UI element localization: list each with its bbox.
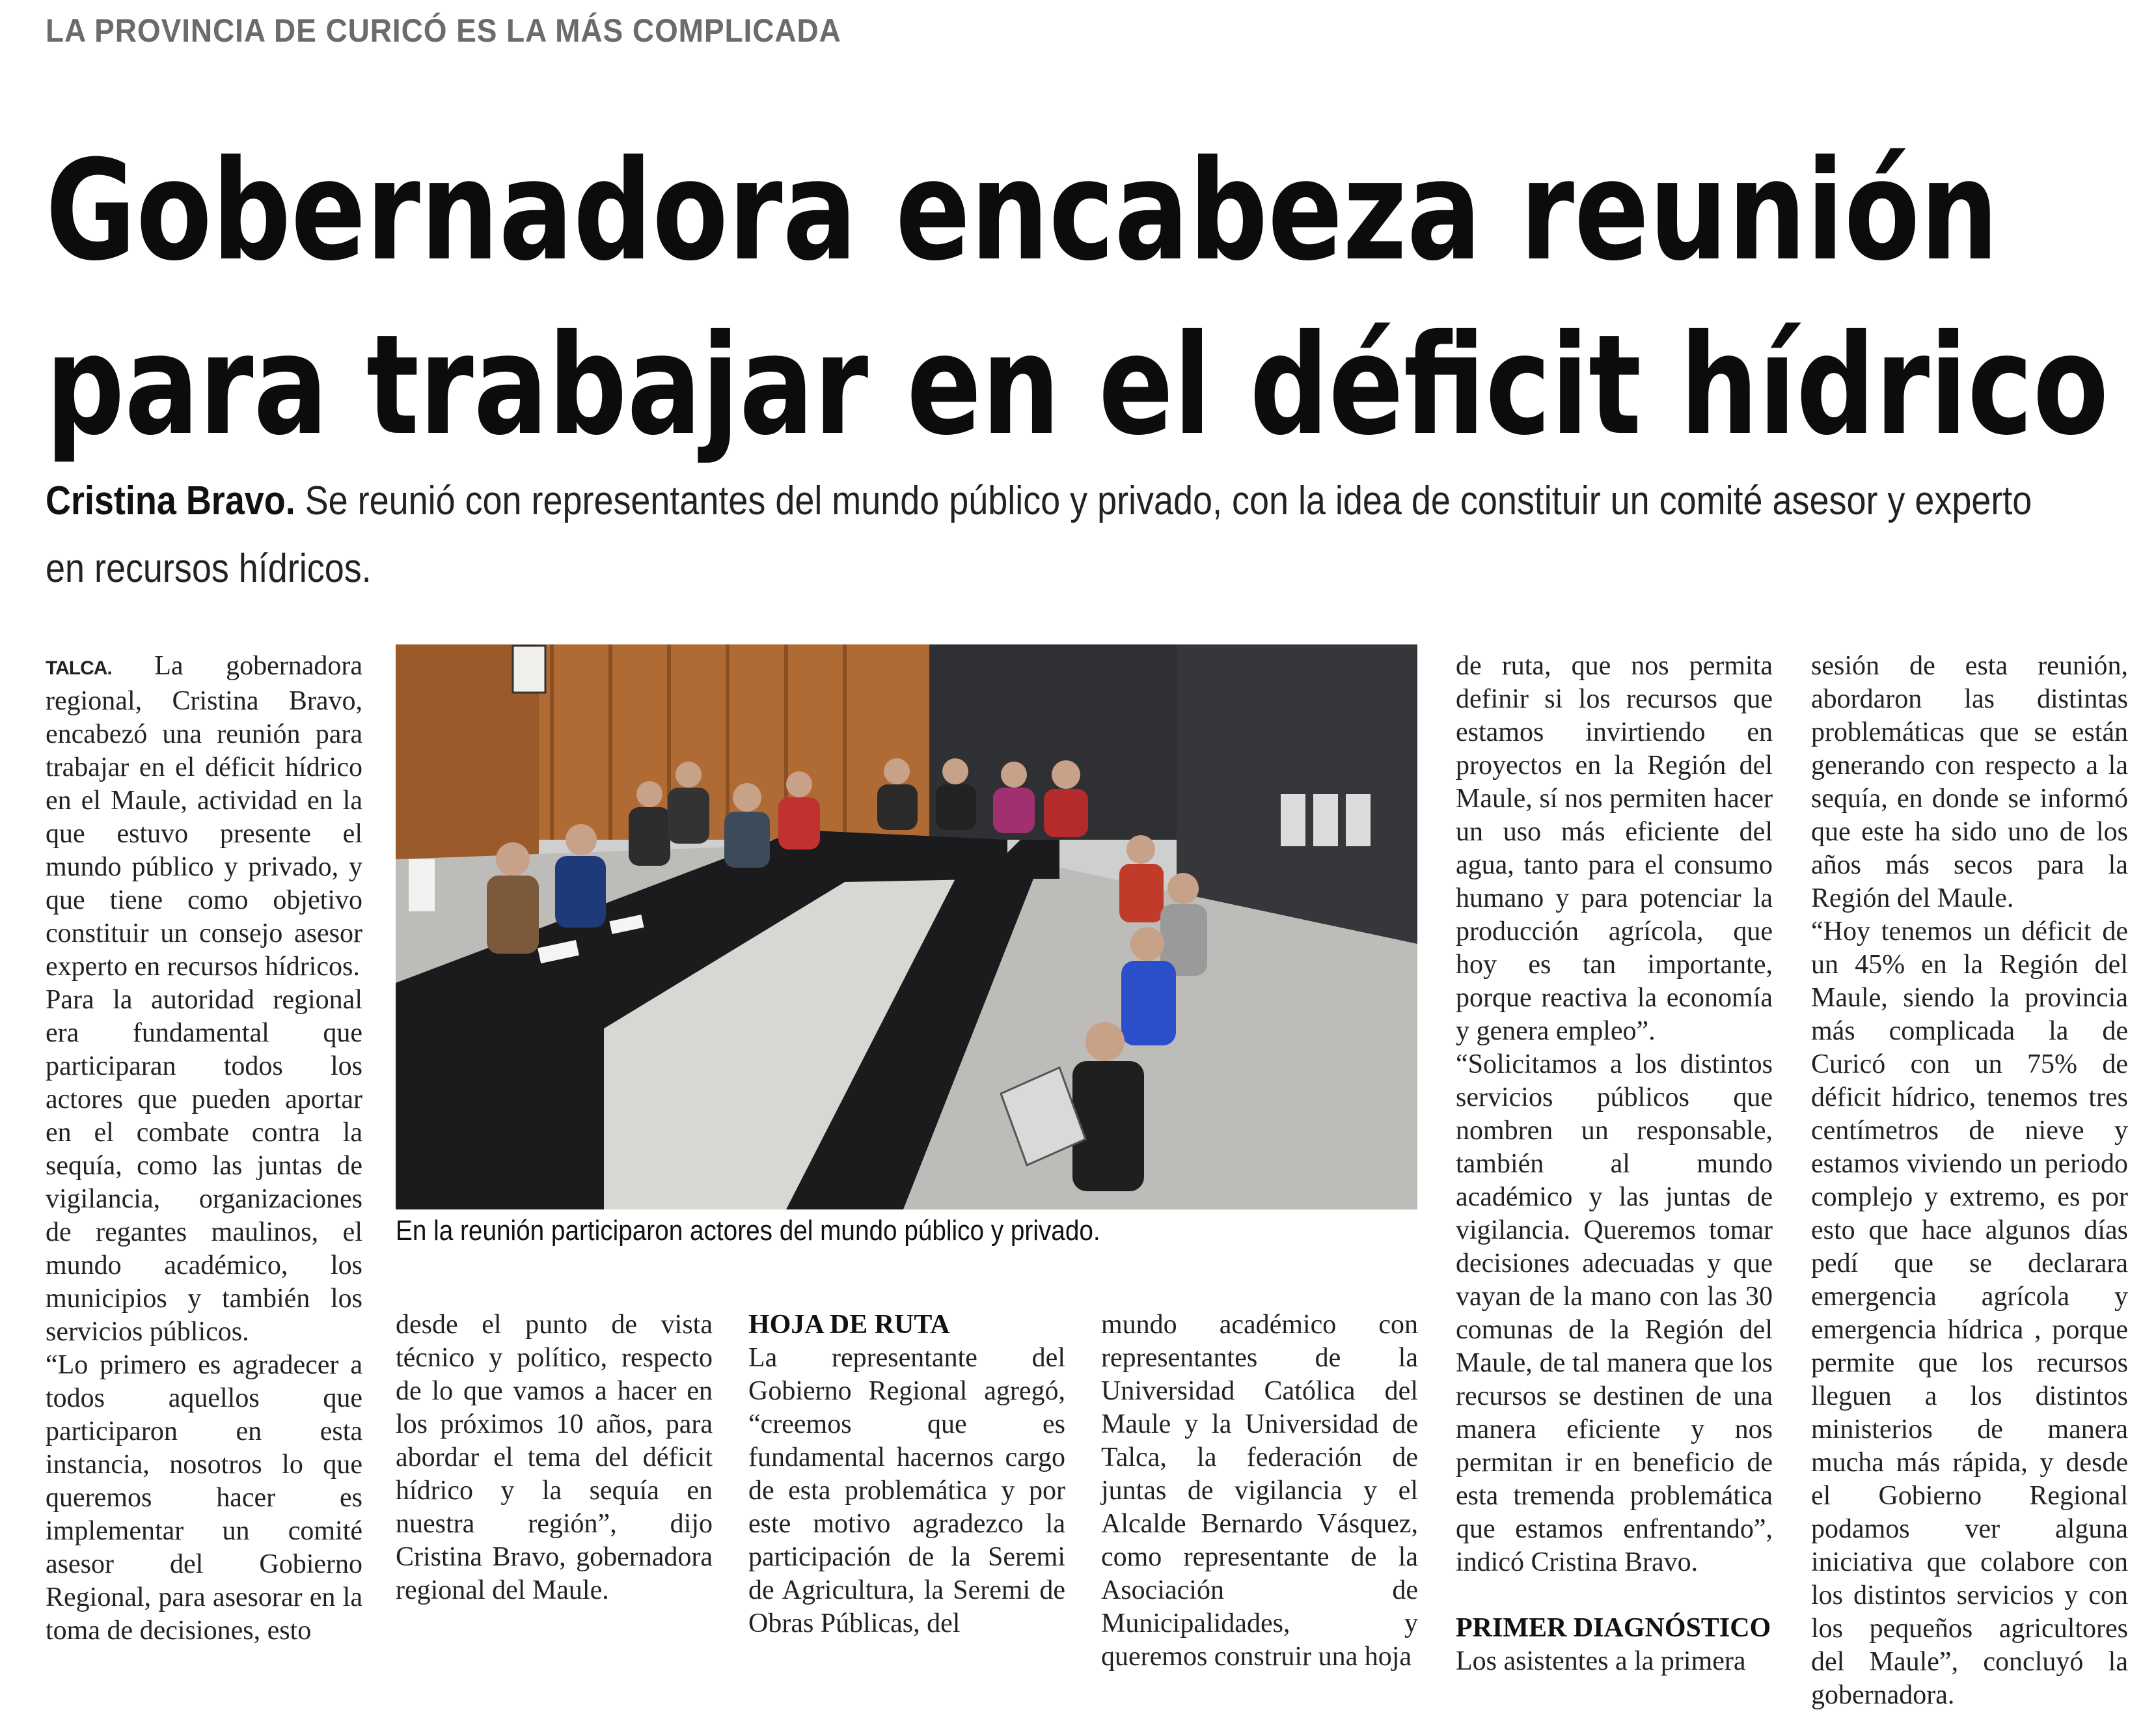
subhead-primer-diagnostico: PRIMER DIAGNÓSTICO (1456, 1613, 1771, 1643)
photo-caption: En la reunión participaron actores del mundo público y privado. (396, 1215, 1100, 1247)
headline-line-2: para trabajar en el déficit hídrico (46, 305, 2109, 465)
article-headline (46, 124, 2108, 473)
article-column-4 (1101, 1308, 1418, 1674)
paragraph: sesión de esta reunión, abordaron las distintas problemáticas que se están generando con respecto a la sequía, en donde se informó que este ha sido uno de los años más secos para la Región del Maule. (1811, 651, 2128, 913)
article-column-1 (46, 650, 362, 1648)
lead-byline: Cristina Bravo. (46, 478, 295, 523)
headline-line-1: Gobernadora encabeza reunión (46, 130, 1999, 291)
paragraph: “Lo primero es agradecer a todos aquellos que participaron en esta instancia, nosotros lo que queremos hacer es implementar un comité asesor del Gobierno Regional, para asesorar en la toma de decisiones, esto (46, 1350, 362, 1646)
paragraph: “Solicitamos a los distintos servicios públicos que nombren un responsable, también al mundo académico y las juntas de vigilancia. Queremos tomar decisiones adecuadas y que vayan de la mano con las 30 comunas de la Región del Maule, de tal manera que los recursos se destinen de una manera eficiente y nos permitan ir en beneficio de esta tremenda problemática que estamos enfrentando”, indicó Cristina Bravo. (1456, 1049, 1773, 1577)
subhead-hoja-de-ruta: HOJA DE RUTA (748, 1310, 950, 1340)
paragraph: de ruta, que nos permita definir si los recursos que estamos invirtiendo en proyectos en la Región del Maule, sí nos permiten hacer un uso más eficiente del agua, tanto para el consumo humano y para potenciar la producción agrícola, que hoy es tan importante, porque reactiva la economía y genera empleo”. (1456, 651, 1773, 1046)
paragraph: Para la autoridad regional era fundamental que participaran todos los actores que pueden aportar en el combate contra la sequía, como las juntas de vigilancia, organizaciones de regantes maulinos, el mundo académico, los municipios y también los servicios públicos. (46, 985, 362, 1347)
article-kicker: LA PROVINCIA DE CURICÓ ES LA MÁS COMPLICADA (46, 12, 841, 49)
lead-text-2: en recursos hídricos. (46, 546, 372, 591)
lead-line-1 (46, 467, 2032, 535)
lead-text-1: Se reunió con representantes del mundo público y privado, con la idea de constituir un comité asesor y experto (295, 478, 2032, 523)
paragraph: mundo académico con representantes de la Universidad Católica del Maule y la Universidad de Talca, la federación de juntas de vigilancia y el Alcalde Bernardo Vásquez, como representante de la Asociación de Municipalidades, y queremos construir una hoja (1101, 1310, 1418, 1672)
paragraph (46, 650, 362, 984)
paragraph: “Hoy tenemos un déficit de un 45% en la Región del Maule, siendo la provincia más complicada la de Curicó con un 75% de déficit hídrico, tenemos tres centímetros de nieve y estamos viviendo un periodo complejo y extremo, es por esto que hace algunos días pedí que se declarara emergencia agrícola y emergencia hídrica , porque permite que los recursos lleguen a los distintos ministerios de manera mucha más rápida, y desde el Gobierno Regional podamos ver alguna iniciativa que colabore con los distintos servicios y con los pequeños agricultores del Maule”, concluyó la gobernadora. (1811, 917, 2128, 1710)
paragraph: Los asistentes a la primera (1456, 1646, 1746, 1676)
dateline: TALCA. (46, 657, 112, 679)
article-column-3 (748, 1308, 1065, 1640)
paragraph: La representante del Gobierno Regional agregó, “creemos que es fundamental hacernos cargo de esta problemática y por este motivo agradezco la participación de la Seremi de Agricultura, la Seremi de Obras Públicas, del (748, 1343, 1065, 1638)
paragraph-text: La gobernadora regional, Cristina Bravo, encabezó una reunión para trabajar en el déficit hídrico en el Maule, actividad en la que estuvo presente el mundo público y privado, y que tiene como objetivo constituir un consejo asesor experto en recursos hídricos. (46, 651, 362, 982)
article-column-2 (396, 1308, 713, 1607)
meeting-photo-illustration (396, 644, 1417, 1209)
paragraph: desde el punto de vista técnico y político, respecto de lo que vamos a hacer en los próximos 10 años, para abordar el tema del déficit hídrico y la sequía en nuestra región”, dijo Cristina Bravo, gobernadora regional del Maule. (396, 1310, 713, 1605)
meeting-photo (396, 644, 1417, 1209)
article-lead (46, 467, 2032, 603)
article-column-6 (1811, 650, 2128, 1712)
article-column-5 (1456, 650, 1773, 1678)
